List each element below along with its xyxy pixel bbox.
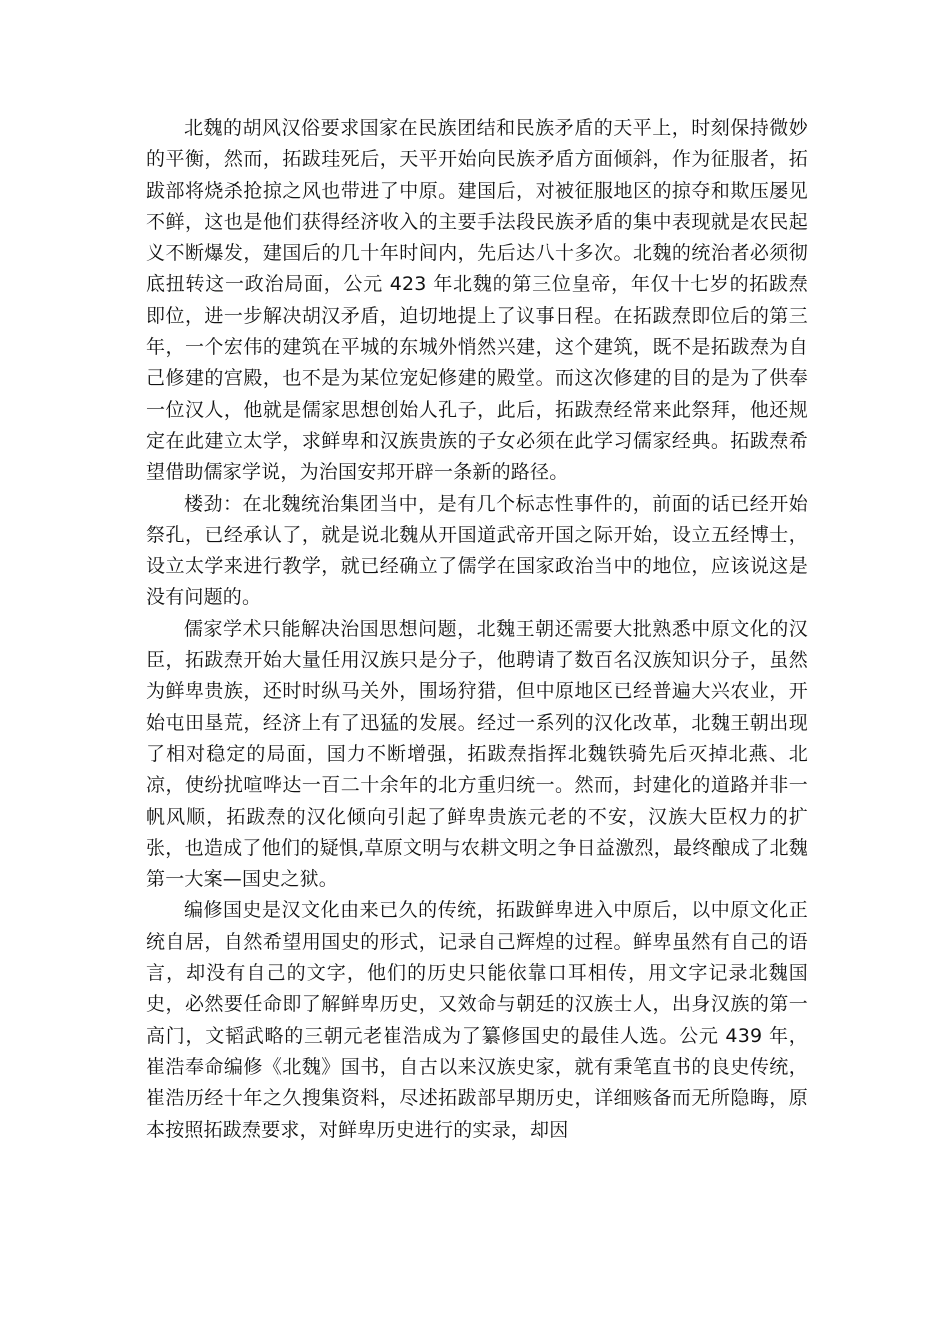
paragraph-1: 北魏的胡风汉俗要求国家在民族团结和民族矛盾的天平上，时刻保持微妙的平衡，然而，拓跋珪死后，天平开始向民族矛盾方面倾斜，作为征服者，拓跋部将烧杀抢掠之风也带进了中原。建国后，对被征服地区的掠夺和欺压屡见不鲜，这也是他们获得经济收入的主要手法段民族矛盾的集中表现就是农民起义不断爆发，建国后的几十年时间内，先后达八十多次。北魏的统治者必须彻底扭转这一政治局面，公元 423 年北魏的第三位皇帝，年仅十七岁的拓跋焘即位，进一步解决胡汉矛盾，迫切地提上了议事日程。在拓跋焘即位后的第三年，一个宏伟的建筑在平城的东城外悄然兴建，这个建筑，既不是拓跋焘为自己修建的宫殿，也不是为某位宠妃修建的殿堂。而这次修建的目的是为了供奉一位汉人，他就是儒家思想创始人孔子，此后，拓跋焘经常来此祭拜，他还规定在此建立太学，求鲜卑和汉族贵族的子女必须在此学习儒家经典。拓跋焘希望借助儒家学说，为治国安邦开辟一条新的路径。 (146, 117, 808, 484)
document-body (146, 113, 808, 1146)
paragraph-4: 编修国史是汉文化由来已久的传统，拓跋鲜卑进入中原后，以中原文化正统自居，自然希望用国史的形式，记录自己辉煌的过程。鲜卑虽然有自己的语言，却没有自己的文字，他们的历史只能依靠口耳相传，用文字记录北魏国史，必然要任命即了解鲜卑历史，又效命与朝廷的汉族士人，出身汉族的第一高门，文韬武略的三朝元老崔浩成为了纂修国史的最佳人选。公元 439 年，崔浩奉命编修《北魏》国书，自古以来汉族史家，就有秉笔直书的良史传统，崔浩历经十年之久搜集资料，尽述拓跋部早期历史，详细赅备而无所隐晦，原本按照拓跋焘要求，对鲜卑历史进行的实录，却因 (146, 899, 808, 1141)
paragraph-3: 儒家学术只能解决治国思想问题，北魏王朝还需要大批熟悉中原文化的汉臣，拓跋焘开始大量任用汉族只是分子，他聘请了数百名汉族知识分子，虽然为鲜卑贵族，还时时纵马关外，围场狩猎，但中原地区已经普遍大兴农业，开始屯田垦荒，经济上有了迅猛的发展。经过一系列的汉化改革，北魏王朝出现了相对稳定的局面，国力不断增强，拓跋焘指挥北魏铁骑先后灭掉北燕、北凉，使纷扰喧哗达一百二十余年的北方重归统一。然而，封建化的道路并非一帆风顺，拓跋焘的汉化倾向引起了鲜卑贵族元老的不安，汉族大臣权力的扩张，也造成了他们的疑惧,草原文明与农耕文明之争日益激烈，最终酿成了北魏第一大案—国史之狱。 (146, 617, 808, 891)
paragraph-2: 楼劲：在北魏统治集团当中，是有几个标志性事件的，前面的话已经开始祭孔，已经承认了，就是说北魏从开国道武帝开国之际开始，设立五经博士，设立太学来进行教学，就已经确立了儒学在国家政治当中的地位，应该说这是没有问题的。 (146, 492, 808, 609)
